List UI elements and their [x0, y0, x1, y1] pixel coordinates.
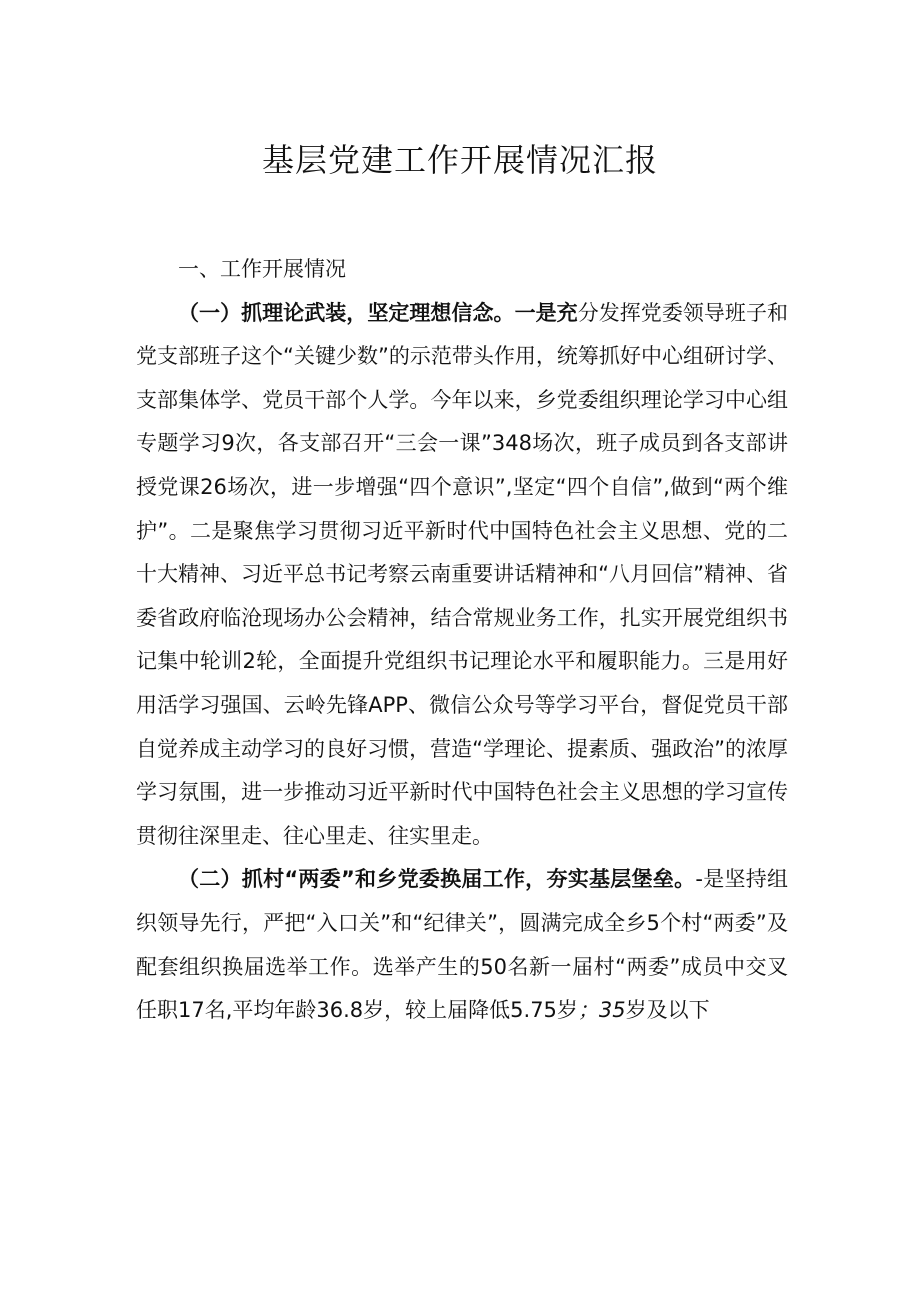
paragraph-tail-text: 岁及以下 [625, 998, 710, 1023]
document-title: 基层党建工作开展情况汇报 [261, 141, 658, 179]
paragraph-text: -是坚持组织领导先行，严把“入口关”和“纪律关”，圆满完成全乡5个村“两委”及配套组织换届选举工作。选举产生的50名新一届村“两委”成员中交叉任职17名,平均年龄36.8岁，较上届降低5.75岁 [136, 867, 788, 1023]
paragraph-text: 分发挥党委领导班子和党支部班子这个“关键少数”的示范带头作用，统筹抓好中心组研讨学、支部集体学、党员干部个人学。今年以来，乡党委组织理论学习中心组专题学习9次，各支部召开“三会一课”348场次，班子成员到各支部讲授党课26场次，进一步增强“四个意识”,坚定“四个自信”,做到“两个维护”。二是聚焦学习贯彻习近平新时代中国特色社会主义思想、党的二十大精神、习近平总书记考察云南重要讲话精神和“八月回信”精神、省委省政府临沧现场办公会精神，结合常规业务工作，扎实开展党组织书记集中轮训2轮，全面提升党组织书记理论水平和履职能力。三是用好用活学习强国、云岭先锋APP、微信公众号等学习平台，督促党员干部自觉养成主动学习的良好习惯，营造“学理论、提素质、强政治”的浓厚学习氛围，进一步推动习近平新时代中国特色社会主义思想的学习宣传贯彻往深里走、往心里走、往实里走。 [136, 300, 789, 848]
section-heading: 一、工作开展情况 [178, 257, 346, 281]
paragraph-lead-bold: （二）抓村“两委”和乡党委换届工作，夯实基层堡垒。 [178, 867, 696, 892]
paragraph-theory-study [136, 292, 788, 859]
paragraph-lead-bold: （一）抓理论武装，坚定理想信念。一是充 [178, 300, 578, 325]
paragraph-election-work [136, 858, 788, 1032]
document-body [136, 248, 788, 1033]
paragraph-italic-fragment: ；35 [577, 998, 626, 1023]
